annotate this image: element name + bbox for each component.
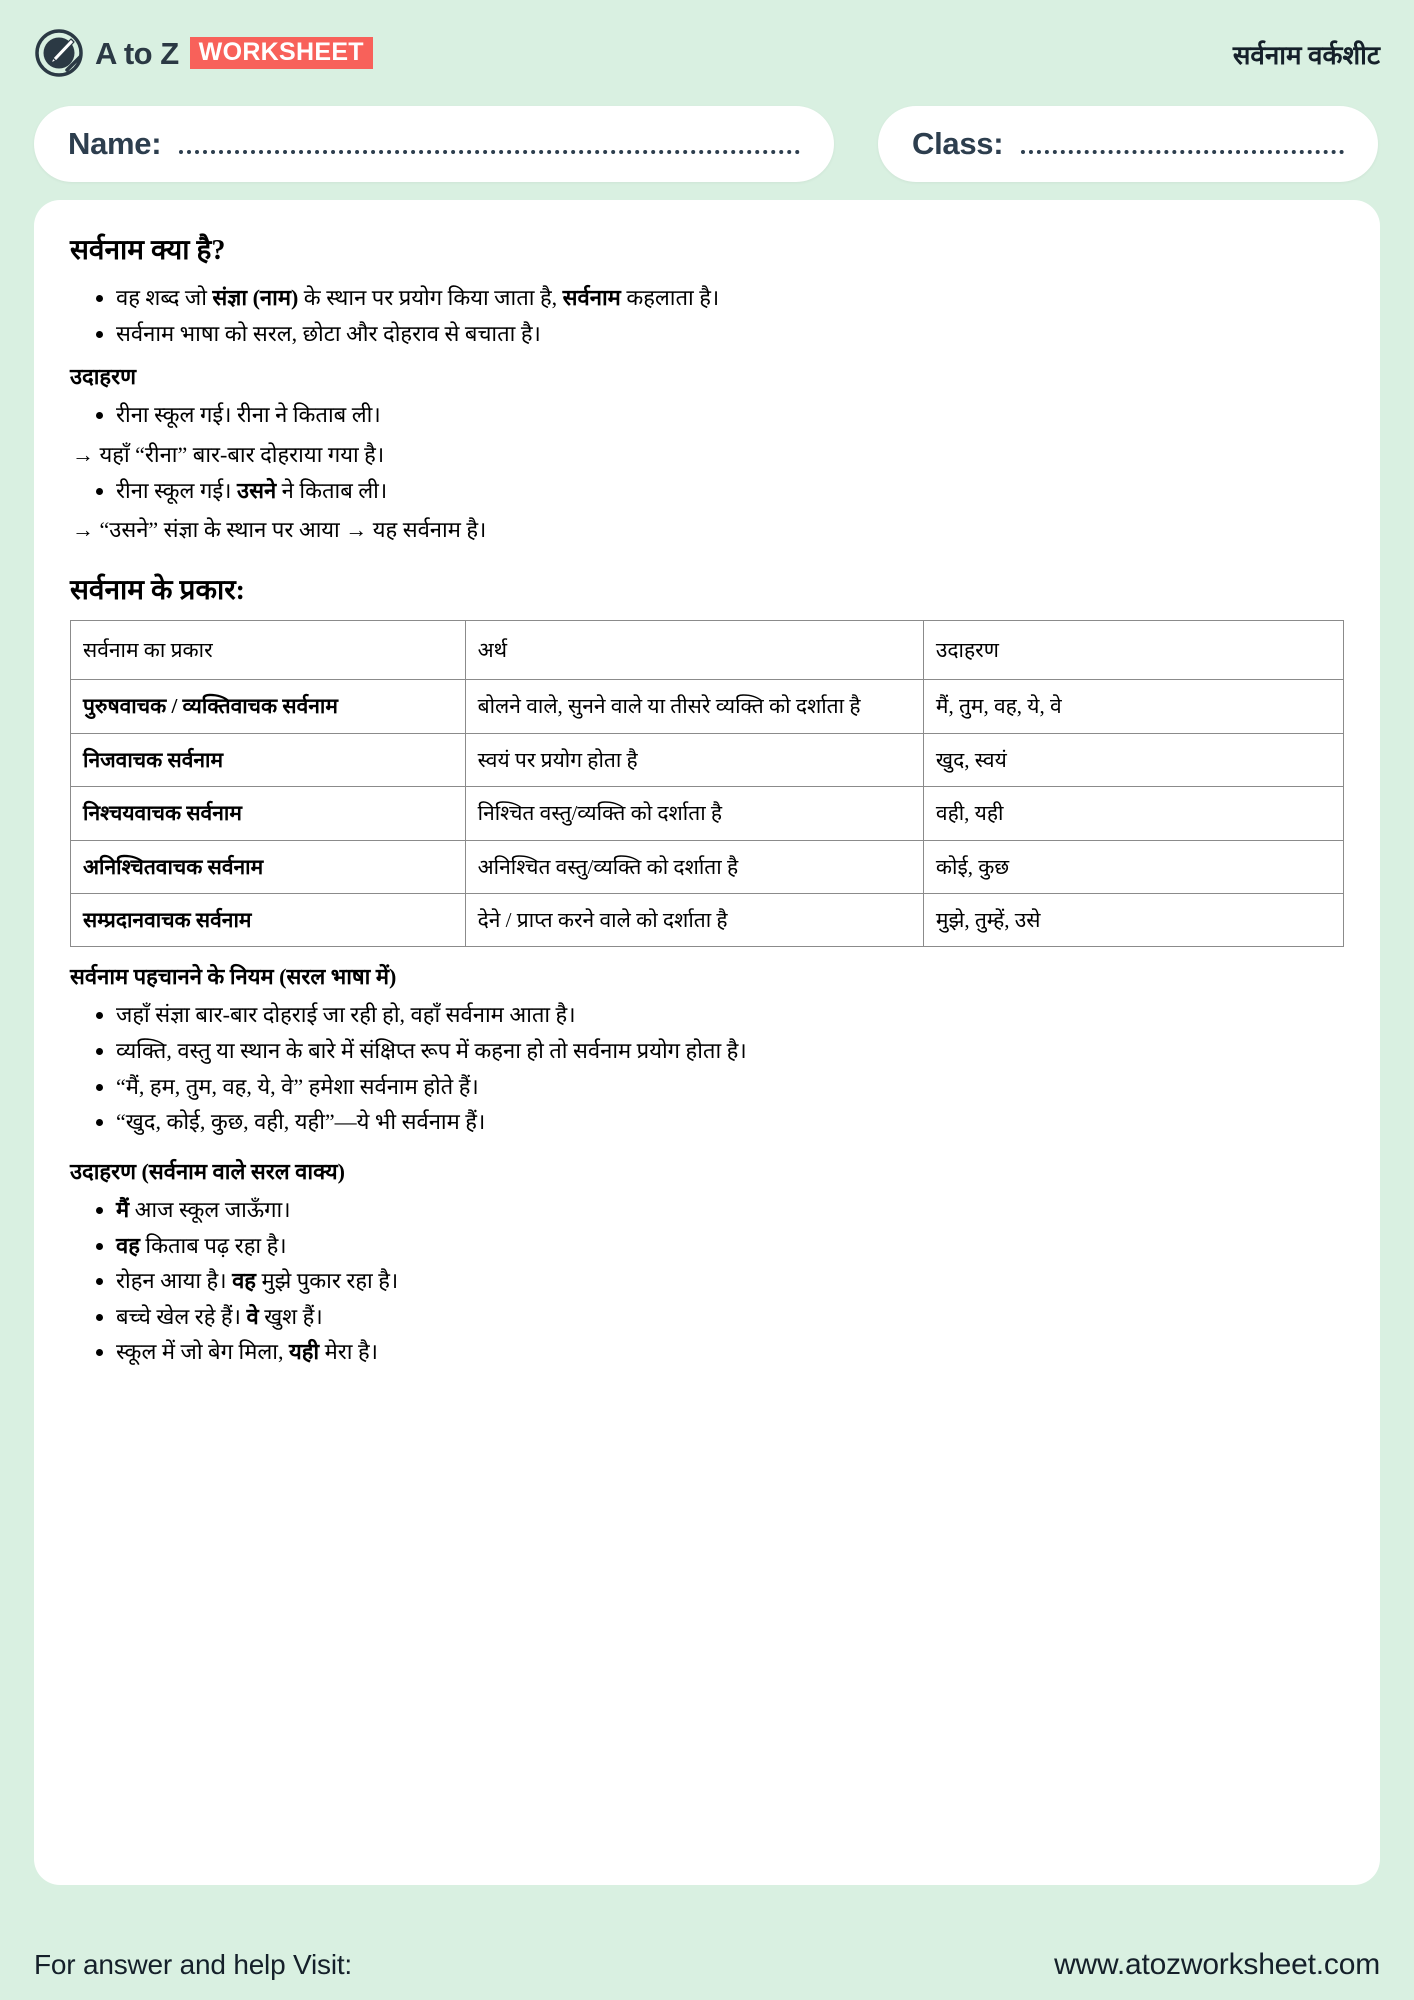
table-column-header-1: सर्वनाम का प्रकार: [71, 620, 466, 679]
table-row: [71, 787, 1344, 840]
example-cell: मुझे, तुम्हें, उसे: [923, 893, 1343, 946]
rules-section-title: सर्वनाम पहचानने के नियम (सरल भाषा में): [70, 964, 397, 990]
pronoun-types-table: [70, 620, 1344, 948]
example-section-title: उदाहरण: [70, 364, 137, 390]
list-item: [70, 1033, 1344, 1069]
name-field[interactable]: [34, 106, 834, 182]
meaning-cell: देने / प्राप्त करने वाले को दर्शाता है: [465, 893, 923, 946]
emphasis-text: उसने: [237, 477, 277, 503]
class-label: Class:: [912, 126, 1004, 161]
type-cell: निजवाचक सर्वनाम: [71, 733, 466, 786]
list-item: [70, 1299, 1344, 1335]
list-item: [70, 1192, 1344, 1228]
plain-text: → “उसने” संज्ञा के स्थान पर आया → यह सर्वनाम है।: [72, 517, 487, 543]
plain-text: मेरा है।: [319, 1339, 378, 1365]
example-bullet-group: [70, 397, 1344, 433]
plain-text: → यहाँ “रीना” बार-बार दोहराया गया है।: [72, 441, 385, 467]
plain-text: आज स्कूल जाऊँगा।: [129, 1196, 291, 1222]
emphasis-text: सर्वनाम: [562, 285, 621, 310]
definition-bullet-list: [70, 280, 1344, 351]
table-body: [71, 680, 1344, 947]
meaning-cell: स्वयं पर प्रयोग होता है: [465, 733, 923, 786]
example-bullet-group: [70, 473, 1344, 509]
sentences-section-title: उदाहरण (सर्वनाम वाले सरल वाक्य): [70, 1158, 345, 1184]
list-item: [70, 397, 1344, 433]
types-section-title: सर्वनाम के प्रकार:: [70, 574, 246, 606]
plain-text: “मैं, हम, तुम, वह, ये, वे” हमेशा सर्वनाम होते हैं।: [116, 1073, 479, 1099]
plain-text: कहलाता है।: [620, 285, 720, 310]
table-row: [71, 733, 1344, 786]
example-cell: मैं, तुम, वह, ये, वे: [923, 680, 1343, 733]
type-cell: निश्चयवाचक सर्वनाम: [71, 787, 466, 840]
plain-text: रोहन आया है।: [116, 1268, 233, 1294]
plain-text: के स्थान पर प्रयोग किया जाता है,: [298, 285, 563, 310]
plain-text: रीना स्कूल गई।: [116, 477, 238, 503]
table-row: [71, 840, 1344, 893]
arrow-note: [70, 512, 1344, 548]
page-header: [0, 0, 1414, 96]
table-row: [71, 893, 1344, 946]
plain-text: ने किताब ली।: [276, 477, 388, 503]
plain-text: “खुद, कोई, कुछ, वही, यही”—ये भी सर्वनाम हैं।: [116, 1109, 486, 1135]
sentences-bullet-list: [70, 1192, 1344, 1370]
name-input-line[interactable]: [179, 150, 800, 154]
footer-website-link[interactable]: www.atozworksheet.com: [1054, 1948, 1380, 1981]
example-cell: कोई, कुछ: [923, 840, 1343, 893]
meaning-cell: बोलने वाले, सुनने वाले या तीसरे व्यक्ति को दर्शाता है: [465, 680, 923, 733]
definition-section-title: सर्वनाम क्या है?: [70, 235, 226, 266]
plain-text: रीना स्कूल गई। रीना ने किताब ली।: [116, 402, 381, 428]
brand-name: A to Z: [95, 35, 179, 71]
table-column-header-3: उदाहरण: [923, 620, 1343, 679]
table-header: [71, 620, 1344, 679]
worksheet-title: सर्वनाम वर्कशीट: [1232, 41, 1380, 70]
footer-help-text: For answer and help Visit:: [34, 1949, 353, 1980]
brand-badge: WORKSHEET: [190, 37, 373, 69]
type-cell: अनिश्चितवाचक सर्वनाम: [71, 840, 466, 893]
emphasis-text: वे: [246, 1303, 259, 1329]
page-footer: [0, 1948, 1414, 1982]
brand-logo: [34, 28, 373, 78]
plain-text: स्कूल में जो बेग मिला,: [116, 1339, 289, 1365]
emphasis-text: यही: [288, 1339, 320, 1365]
class-input-line[interactable]: [1021, 150, 1344, 154]
worksheet-content-card: [34, 200, 1380, 1885]
list-item: [70, 1228, 1344, 1264]
emphasis-text: संज्ञा (नाम): [212, 285, 299, 310]
example-cell: खुद, स्वयं: [923, 733, 1343, 786]
emphasis-text: वह: [116, 1232, 140, 1258]
emphasis-text: मैं: [116, 1196, 130, 1222]
list-item: [70, 280, 1344, 316]
name-label: Name:: [68, 126, 162, 161]
list-item: [70, 1104, 1344, 1140]
student-fields: [0, 106, 1414, 182]
list-item: [70, 1263, 1344, 1299]
list-item: [70, 316, 1344, 352]
list-item: [70, 473, 1344, 509]
plain-text: व्यक्ति, वस्तु या स्थान के बारे में संक्षिप्त रूप में कहना हो तो सर्वनाम प्रयोग होता है।: [116, 1038, 747, 1063]
plain-text: वह शब्द जो: [116, 285, 213, 310]
list-item: [70, 1069, 1344, 1105]
example-cell: वही, यही: [923, 787, 1343, 840]
table-header-row: [71, 620, 1344, 679]
type-cell: सम्प्रदानवाचक सर्वनाम: [71, 893, 466, 946]
meaning-cell: निश्चित वस्तु/व्यक्ति को दर्शाता है: [465, 787, 923, 840]
plain-text: मुझे पुकार रहा है।: [255, 1268, 399, 1294]
plain-text: किताब पढ़ रहा है।: [139, 1232, 287, 1258]
type-cell: पुरुषवाचक / व्यक्तिवाचक सर्वनाम: [71, 680, 466, 733]
plain-text: बच्चे खेल रहे हैं।: [116, 1303, 247, 1329]
plain-text: खुश हैं।: [258, 1303, 323, 1329]
table-column-header-2: अर्थ: [465, 620, 923, 679]
plain-text: सर्वनाम भाषा को सरल, छोटा और दोहराव से बचाता है।: [116, 320, 541, 346]
arrow-note: [70, 437, 1344, 473]
rules-bullet-list: [70, 997, 1344, 1140]
pen-in-circle-icon: [34, 28, 84, 78]
meaning-cell: अनिश्चित वस्तु/व्यक्ति को दर्शाता है: [465, 840, 923, 893]
example-item-list: [70, 397, 1344, 548]
table-row: [71, 680, 1344, 733]
emphasis-text: वह: [232, 1268, 256, 1294]
list-item: [70, 997, 1344, 1033]
plain-text: जहाँ संज्ञा बार-बार दोहराई जा रही हो, वहाँ सर्वनाम आता है।: [116, 1002, 576, 1028]
class-field[interactable]: [878, 106, 1378, 182]
list-item: [70, 1334, 1344, 1370]
